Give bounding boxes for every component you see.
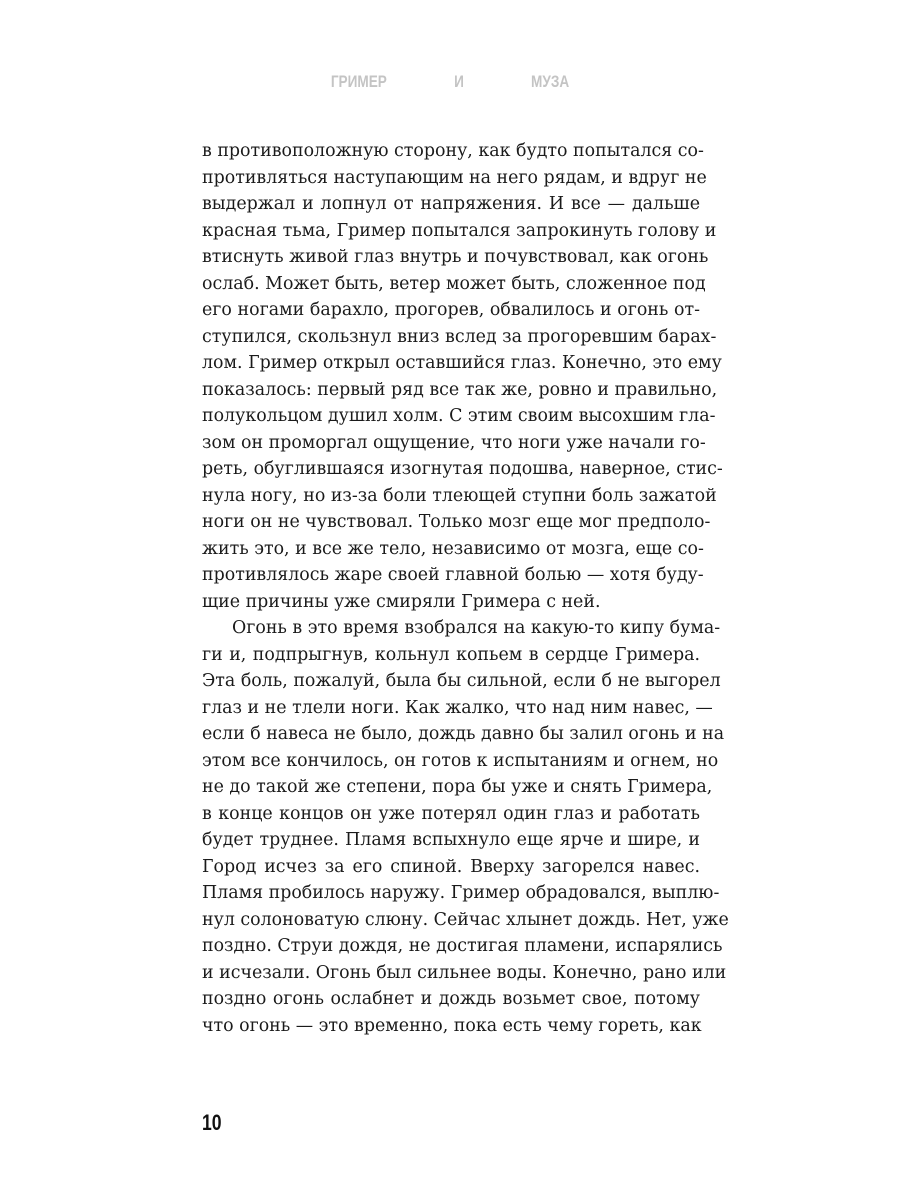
- text-line: ноги он не чувствовал. Только мозг еще мог предполо-: [202, 512, 711, 532]
- text-line: не до такой же степени, пора бы уже и снять Гримера,: [202, 777, 713, 797]
- text-line: ослаб. Может быть, ветер может быть, сложенное под: [202, 273, 706, 294]
- text-line: поздно огонь ослабнет и дождь возьмет свое, потому: [202, 989, 700, 1009]
- text-line: его ногами барахло, прогорев, обвалилось и огонь от-: [202, 300, 700, 320]
- text-line: лом. Гример открыл оставшийся глаз. Конечно, это ему: [202, 353, 722, 373]
- text-line: нул солоноватую слюну. Сейчас хлынет дождь. Нет, уже: [202, 909, 729, 930]
- text-line: показалось: первый ряд все так же, ровно и правильно,: [202, 379, 718, 400]
- text-line: в противоположную сторону, как будто попытался со-: [202, 141, 704, 161]
- header-word: И: [454, 72, 464, 91]
- text-line: жить это, и все же тело, независимо от мозга, еще со-: [202, 538, 704, 559]
- text-line: нула ногу, но из-за боли тлеющей ступни боль зажатой: [202, 485, 717, 506]
- text-line: противлялось жаре своей главной болью — хотя буду-: [202, 565, 704, 585]
- text-line: Город исчез за его спиной. Вверху загорелся навес.: [202, 856, 700, 877]
- text-line: этом все кончилось, он готов к испытаниям и огнем, но: [202, 750, 719, 771]
- text-line: Эта боль, пожалуй, была бы сильной, если б не выгорел: [202, 671, 721, 691]
- text-line: выдержал и лопнул от напряжения. И все — дальше: [202, 194, 700, 214]
- text-line: противляться наступающим на него рядам, и вдруг не: [202, 167, 707, 188]
- text-line: поздно. Струи дождя, не достигая пламени, испарялись: [202, 936, 723, 956]
- text-line: ги и, подпрыгнув, кольнул копьем в сердце Гримера.: [202, 644, 700, 665]
- text-line: полукольцом душил холм. С этим своим высохшим гла-: [202, 406, 716, 426]
- text-line: ступился, скользнул вниз вслед за прогоревшим барах-: [202, 326, 717, 347]
- text-line: если б навеса не было, дождь давно бы залил огонь и на: [202, 724, 725, 744]
- header-word: МУЗА: [531, 72, 570, 91]
- text-line: будет труднее. Пламя вспыхнуло еще ярче и шире, и: [202, 830, 700, 850]
- text-line: красная тьма, Гример попытался запрокинуть голову и: [202, 220, 717, 241]
- page-body-text: [202, 138, 729, 1039]
- running-header: [90, 72, 810, 92]
- paragraph: [202, 138, 723, 615]
- text-line: Огонь в это время взобрался на какую-то кипу бума-: [232, 618, 721, 638]
- text-line: зом он проморгал ощущение, что ноги уже начали го-: [202, 432, 706, 453]
- text-line: втиснуть живой глаз внутрь и почувствовал, как огонь: [202, 247, 709, 267]
- text-line: щие причины уже смиряли Гримера с ней.: [202, 591, 601, 612]
- text-line: глаз и не тлели ноги. Как жалко, что над ним навес, —: [202, 697, 713, 718]
- paragraph: [202, 615, 729, 1039]
- page-number: 10: [202, 1110, 222, 1135]
- text-line: и исчезали. Огонь был сильнее воды. Конечно, рано или: [202, 962, 727, 983]
- text-line: в конце концов он уже потерял один глаз и работать: [202, 803, 700, 824]
- text-line: Пламя пробилось наружу. Гример обрадовался, выплю-: [202, 883, 720, 903]
- text-line: что огонь — это временно, пока есть чему гореть, как: [202, 1015, 702, 1036]
- header-word: ГРИМЕР: [330, 72, 387, 91]
- text-line: реть, обуглившаяся изогнутая подошва, наверное, стис-: [202, 459, 723, 479]
